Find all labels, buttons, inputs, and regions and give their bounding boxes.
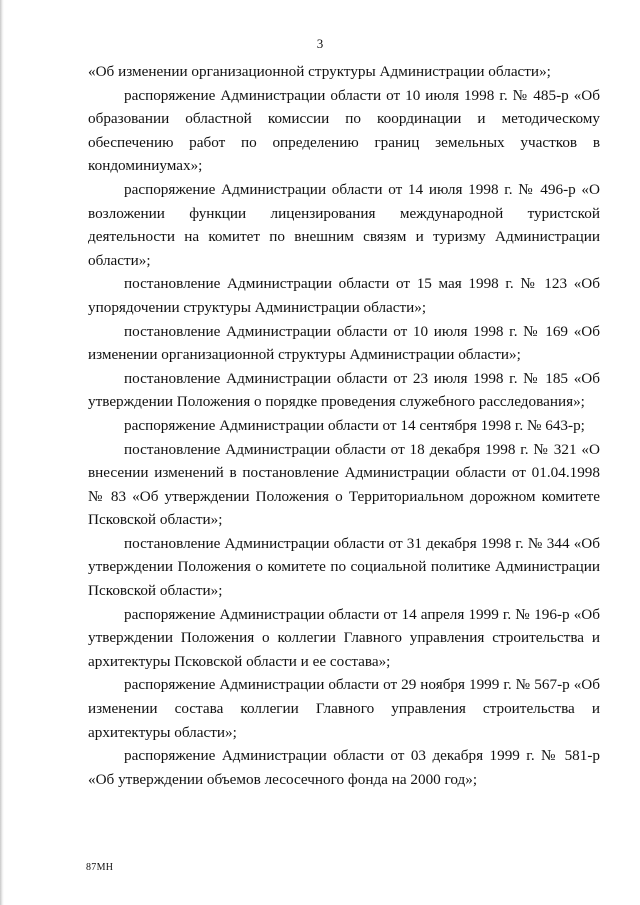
list-item: распоряжение Администрации области от 14 сентября 1998 г. № 643-р; bbox=[124, 416, 585, 434]
list-item: постановление Администрации области от 15 мая 1998 г. № 123 «Об упорядочении структуры Администрации области»; bbox=[88, 275, 600, 316]
list-item: распоряжение Администрации области от 29 ноября 1999 г. № 567-р «Об изменении состава коллегии Главного управления строительства и архитектуры области»; bbox=[88, 676, 600, 741]
list-item: постановление Администрации области от 23 июля 1998 г. № 185 «Об утверждении Положения о порядке проведения служебного расследования»; bbox=[88, 369, 600, 411]
list-item: постановление Администрации области от 31 декабря 1998 г. № 344 «Об утверждении Положения о комитете по социальной политике Администрации Псковской области»; bbox=[88, 534, 600, 600]
list-item: постановление Администрации области от 18 декабря 1998 г. № 321 «О внесении изменений в постановление Администрации области от 01.04.1998 № 83 «Об утверждении Положения о Территориальном дорожном комитете Псковской области»; bbox=[88, 440, 600, 529]
document-code: 87МН bbox=[86, 862, 114, 873]
document-body bbox=[88, 60, 600, 791]
page-number: 3 bbox=[316, 36, 324, 51]
paragraph-continuation: «Об изменении организационной структуры Администрации области»; bbox=[88, 63, 551, 80]
list-item: распоряжение Администрации области от 14 июля 1998 г. № 496-р «О возложении функции лицензирования международной туристской деятельности на комитет по внешним связям и туризму Администрации области»; bbox=[88, 180, 600, 269]
list-item: распоряжение Администрации области от 03 декабря 1999 г. № 581-р «Об утверждении объемов лесосечного фонда на 2000 год»; bbox=[88, 747, 600, 788]
list-item: постановление Администрации области от 10 июля 1998 г. № 169 «Об изменении организационной структуры Администрации области»; bbox=[88, 322, 600, 364]
list-item: распоряжение Администрации области от 14 апреля 1999 г. № 196-р «Об утверждении Положения о коллегии Главного управления строительства и архитектуры Псковской области и ее состава»; bbox=[88, 605, 600, 670]
scan-edge bbox=[0, 0, 4, 905]
list-item: распоряжение Администрации области от 10 июля 1998 г. № 485-р «Об образовании областной комиссии по координации и методическому обеспечению работ по определению границ земельных участков в кондоминиумах»; bbox=[88, 86, 600, 175]
